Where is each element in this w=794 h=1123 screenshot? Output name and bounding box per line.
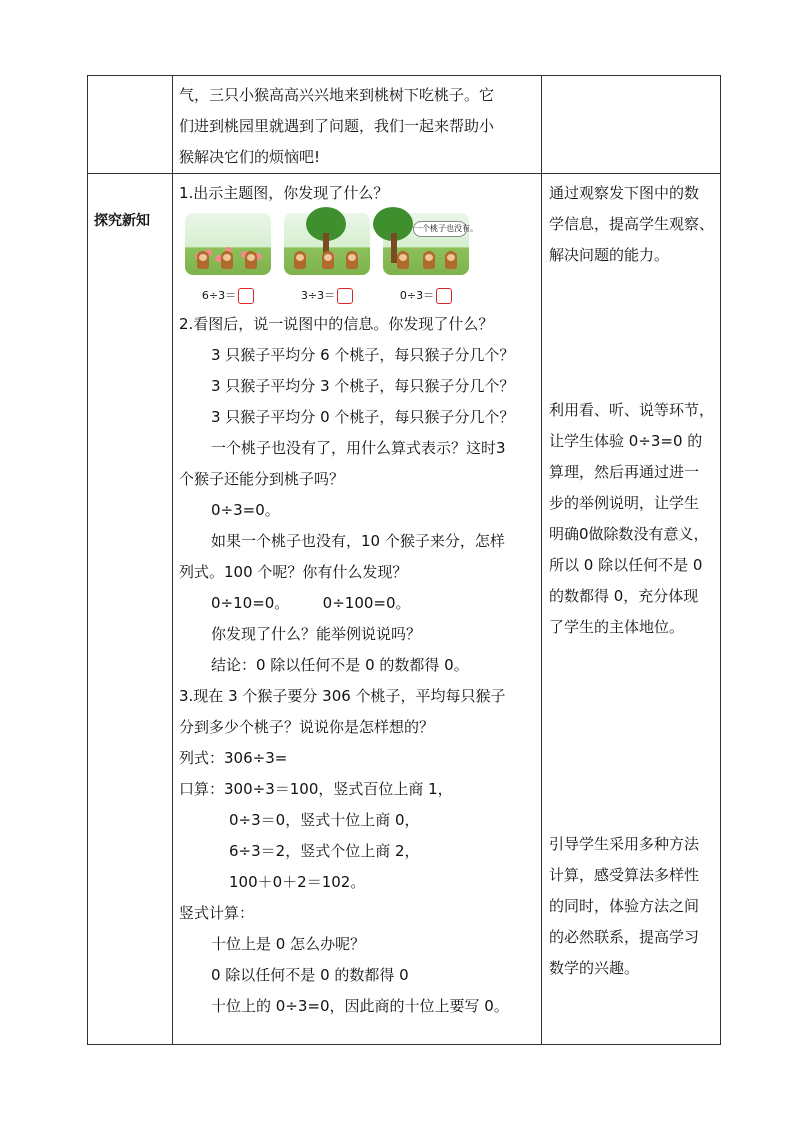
note-line: 数学的兴趣。 bbox=[549, 959, 640, 977]
content-line: 3.现在 3 个猴子要分 306 个桃子，平均每只猴子 bbox=[179, 687, 506, 705]
note-line: 步的举例说明，让学生 bbox=[549, 494, 700, 512]
content-line: 0÷3＝0，竖式十位上商 0， bbox=[229, 811, 420, 829]
content-line: 分到多少个桃子？说说你是怎样想的？ bbox=[179, 718, 435, 736]
content-line: 列式：306÷3= bbox=[179, 749, 288, 767]
empty-cell bbox=[542, 76, 721, 174]
equation bbox=[284, 280, 370, 311]
note-line: 所以 0 除以任何不是 0 bbox=[549, 556, 703, 574]
note-line: 引导学生采用多种方法 bbox=[549, 835, 700, 853]
note-line: 学信息，提高学生观察、 bbox=[549, 215, 715, 233]
content-line: 3 只猴子平均分 6 个桃子，每只猴子分几个？ bbox=[211, 346, 515, 364]
content-line: 0÷10=0。 0÷100=0。 bbox=[211, 594, 411, 612]
content-line: 十位上的 0÷3=0，因此商的十位上要写 0。 bbox=[211, 997, 509, 1015]
picture-panel-2 bbox=[284, 213, 370, 305]
content-line: 3 只猴子平均分 3 个桃子，每只猴子分几个？ bbox=[211, 377, 515, 395]
content-line: 十位上是 0 怎么办呢？ bbox=[211, 935, 366, 953]
note-line: 解决问题的能力。 bbox=[549, 246, 670, 264]
note-line: 的必然联系，提高学习 bbox=[549, 928, 700, 946]
content-line: 100＋0＋2＝102。 bbox=[229, 873, 366, 891]
answer-box bbox=[238, 288, 254, 304]
speech-bubble: 一个桃子也没有。 bbox=[413, 221, 467, 237]
answer-box bbox=[337, 288, 353, 304]
note-line: 通过观察发下图中的数 bbox=[549, 184, 700, 202]
equation-text: 6÷3＝ bbox=[201, 289, 237, 302]
content-line: 0 除以任何不是 0 的数都得 0 bbox=[211, 966, 409, 984]
content-line: 如果一个桃子也没有，10 个猴子来分，怎样 bbox=[211, 532, 505, 550]
intro-cell bbox=[173, 76, 542, 174]
content-line: 结论：0 除以任何不是 0 的数都得 0。 bbox=[211, 656, 469, 674]
lesson-plan-table bbox=[87, 75, 721, 1045]
content-line: 3 只猴子平均分 0 个桃子，每只猴子分几个？ bbox=[211, 408, 515, 426]
answer-box bbox=[436, 288, 452, 304]
theme-figure bbox=[185, 213, 535, 305]
equation bbox=[383, 280, 469, 311]
note-line: 算理，然后再通过进一 bbox=[549, 463, 700, 481]
note-line: 的同时，体验方法之间 bbox=[549, 897, 700, 915]
step-1: 1.出示主题图，你发现了什么？ bbox=[179, 184, 389, 202]
note-line: 计算，感受算法多样性 bbox=[549, 866, 700, 884]
monkey-scene-image bbox=[284, 213, 370, 275]
intro-line: 猴解决它们的烦恼吧! bbox=[179, 148, 321, 166]
content-line: 竖式计算： bbox=[179, 904, 255, 922]
note-2 bbox=[549, 395, 714, 643]
monkey-scene-image bbox=[185, 213, 271, 275]
content-line: 6÷3＝2，竖式个位上商 2， bbox=[229, 842, 420, 860]
equation bbox=[185, 280, 271, 311]
monkey-scene-image bbox=[383, 213, 478, 275]
intro-line: 气，三只小猴高高兴兴地来到桃树下吃桃子。它 bbox=[179, 86, 495, 104]
note-1 bbox=[549, 178, 714, 271]
note-3 bbox=[549, 829, 714, 984]
notes-cell bbox=[542, 174, 721, 1045]
section-label: 探究新知 bbox=[88, 174, 173, 1045]
note-line: 让学生体验 0÷3=0 的 bbox=[549, 432, 703, 450]
content-cell bbox=[173, 174, 542, 1045]
note-line: 利用看、听、说等环节， bbox=[549, 401, 715, 419]
picture-panel-1 bbox=[185, 213, 271, 305]
content-line: 列式。100 个呢？你有什么发现？ bbox=[179, 563, 408, 581]
picture-panel-3 bbox=[383, 213, 478, 305]
table-row bbox=[88, 174, 721, 1045]
content-line: 口算：300÷3＝100，竖式百位上商 1， bbox=[179, 780, 453, 798]
equation-text: 3÷3＝ bbox=[300, 289, 336, 302]
content-line: 个猴子还能分到桃子吗？ bbox=[179, 470, 345, 488]
note-line: 了学生的主体地位。 bbox=[549, 618, 685, 636]
empty-cell bbox=[88, 76, 173, 174]
note-line: 的数都得 0，充分体现 bbox=[549, 587, 699, 605]
intro-line: 们进到桃园里就遇到了问题，我们一起来帮助小 bbox=[179, 117, 495, 135]
content-line: 2.看图后，说一说图中的信息。你发现了什么？ bbox=[179, 315, 494, 333]
note-line: 明确0做除数没有意义， bbox=[549, 525, 709, 543]
table-row bbox=[88, 76, 721, 174]
content-line: 0÷3=0。 bbox=[211, 501, 280, 519]
equation-text: 0÷3＝ bbox=[399, 289, 435, 302]
content-line: 一个桃子也没有了，用什么算式表示？这时3 bbox=[211, 439, 506, 457]
content-line: 你发现了什么？能举例说说吗？ bbox=[211, 625, 422, 643]
